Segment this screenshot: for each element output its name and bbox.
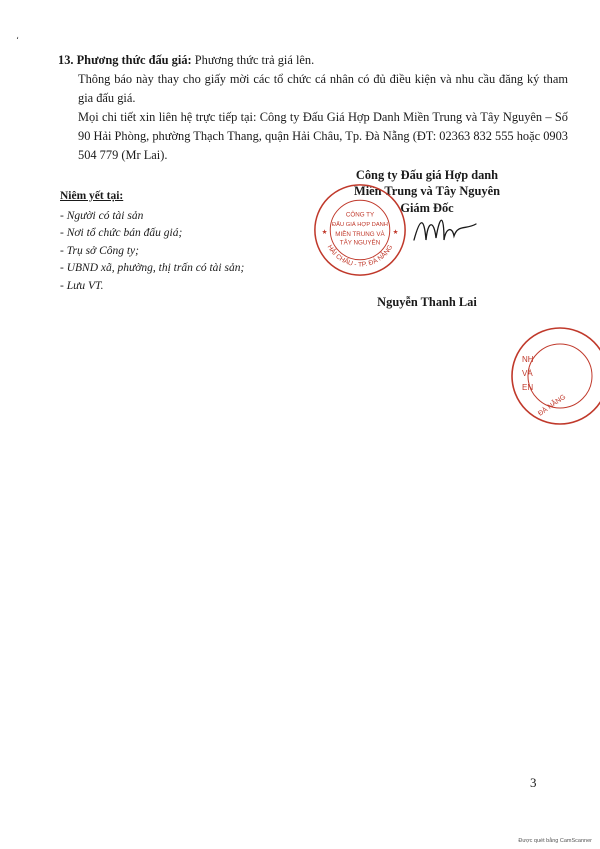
svg-text:★: ★ [321, 228, 328, 236]
seal-line3: MIỀN TRUNG VÀ [335, 230, 385, 238]
svg-text:ĐÀ NẴNG: ĐÀ NẴNG [537, 393, 568, 418]
seal-line1: CÔNG TY [345, 211, 375, 219]
posting-list [60, 208, 244, 296]
svg-text:VÀ: VÀ [522, 369, 533, 378]
invitation-paragraph: Thông báo này thay cho giấy mời các tổ chức cá nhân có đủ điều kiện và nhu cầu đăng ký tham gia đấu giá. [78, 72, 568, 105]
seal-line4: TÂY NGUYÊN [339, 239, 381, 247]
list-item: - UBND xã, phường, thị trấn có tài sản; [60, 260, 244, 278]
company-name-line2: Miền Trung và Tây Nguyên [354, 184, 500, 198]
section-13-heading [58, 51, 568, 70]
page-number: 3 [530, 775, 537, 790]
signer-name: Nguyễn Thanh Lai [377, 295, 477, 309]
company-name-line1: Công ty Đấu giá Hợp danh [355, 168, 499, 182]
page-edge-seal-stamp [500, 322, 600, 428]
company-seal-stamp [312, 182, 408, 278]
list-item: - Trụ sở Công ty; [60, 243, 244, 261]
posting-locations [60, 188, 244, 295]
section-number: 13. [58, 53, 74, 67]
scanner-footer: Được quét bằng CamScanner [518, 838, 592, 844]
section-value: Phương thức trả giá lên. [194, 53, 315, 67]
seal-ring-text: HẢI CHÂU - TP. ĐÀ NẴNG [325, 243, 395, 269]
signer-title: Giám Đốc [400, 201, 454, 215]
handwritten-signature [410, 210, 480, 250]
list-item: - Người có tài sản [60, 208, 244, 226]
section-label: Phương thức đấu giá: [76, 53, 192, 67]
scan-mark: ، [16, 31, 19, 41]
svg-text:★: ★ [392, 228, 399, 236]
contact-paragraph: Mọi chi tiết xin liên hệ trực tiếp tại: Công ty Đấu Giá Hợp Danh Miền Trung và Tây Nguyên – Số 90 Hải Phòng, phường Thạch Thang, quận Hải Châu, Tp. Đà Nẵng (ĐT: 02363 832 555 hoặc 0903 504 779 (Mr Lai). [78, 110, 568, 162]
svg-text:EN: EN [522, 383, 534, 392]
svg-text:NH: NH [522, 355, 534, 364]
seal-line2: ĐẤU GIÁ HỢP DANH [332, 222, 388, 229]
list-item: - Lưu VT. [60, 278, 244, 296]
list-item: - Nơi tổ chức bán đấu giá; [60, 225, 244, 243]
posting-title: Niêm yết tại: [60, 190, 124, 202]
